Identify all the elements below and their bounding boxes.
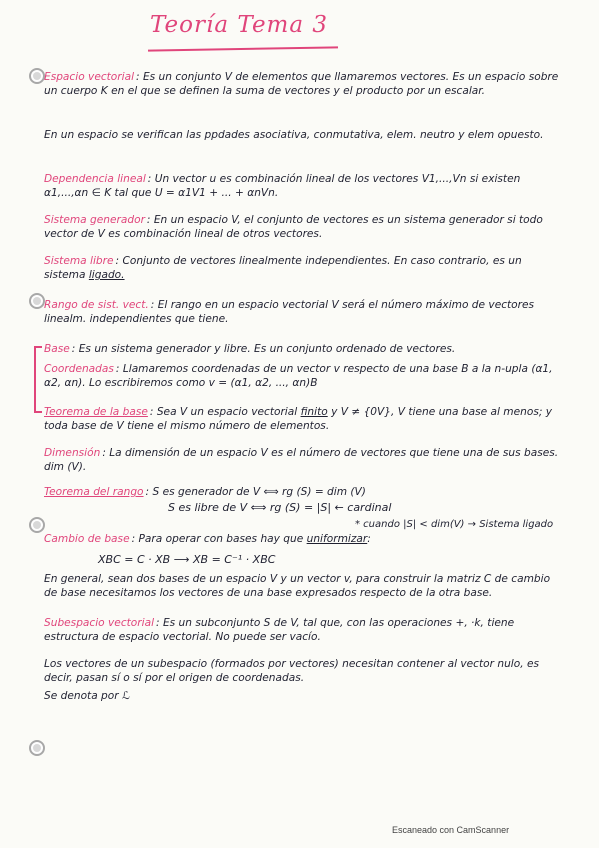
term-teorema-rango: Teorema del rango bbox=[44, 486, 144, 498]
binder-hole bbox=[29, 293, 45, 309]
entry-base bbox=[44, 342, 562, 356]
teorema-rango-line2: S es libre de V ⟺ rg (S) = |S| ← cardinal bbox=[168, 501, 392, 514]
term-coordenadas: Coordenadas bbox=[44, 363, 114, 375]
entry-teorema-base bbox=[44, 405, 562, 433]
teorema-rango-line1: : S es generador de V ⟺ rg (S) = dim (V) bbox=[145, 486, 366, 498]
term-rango: Rango de sist. vect. bbox=[44, 299, 149, 311]
binder-hole bbox=[29, 517, 45, 533]
scanner-watermark: Escaneado con CamScanner bbox=[392, 825, 510, 835]
entry-subespacio-vectores bbox=[44, 657, 562, 685]
binder-hole bbox=[29, 68, 45, 84]
binder-hole bbox=[29, 740, 45, 756]
definition-cambio-base-b: : bbox=[367, 533, 371, 545]
definition-cambio-base-a: : Para operar con bases hay que bbox=[131, 533, 307, 545]
text-subespacio-vectores: Los vectores de un subespacio (formados por vectores) necesitan contener al vector nulo, es decir, pasan sí o sí por el origen de coordenadas. bbox=[44, 658, 539, 684]
entry-cambio-base bbox=[44, 532, 384, 546]
title-underline bbox=[148, 46, 338, 51]
term-sistema-generador: Sistema generador bbox=[44, 214, 145, 226]
entry-teorema-rango bbox=[44, 485, 562, 499]
term-base: Base bbox=[44, 343, 70, 355]
entry-subespacio-denota bbox=[44, 689, 562, 703]
bracket-arrow bbox=[34, 411, 42, 413]
entry-dependencia-lineal bbox=[44, 172, 562, 200]
definition-sistema-generador: : En un espacio V, el conjunto de vectores es un sistema generador si todo vector de V es combinación lineal de otros vectores. bbox=[44, 214, 543, 240]
entry-coordenadas bbox=[44, 362, 562, 390]
entry-espacio-propiedades bbox=[44, 128, 562, 142]
term-espacio-vectorial: Espacio vectorial bbox=[44, 71, 135, 83]
term-subespacio: Subespacio vectorial bbox=[44, 617, 155, 629]
entry-espacio-vectorial bbox=[44, 70, 562, 98]
definition-teorema-base-a: : Sea V un espacio vectorial bbox=[149, 406, 301, 418]
text-subespacio-denota: Se denota por ℒ bbox=[44, 690, 130, 702]
definition-espacio-vectorial: : Es un conjunto V de elementos que llamaremos vectores. Es un espacio sobre un cuerpo K en el que se definen la suma de vectores y el producto por un escalar. bbox=[44, 71, 559, 97]
term-dimension: Dimensión bbox=[44, 447, 101, 459]
entry-subespacio bbox=[44, 616, 562, 644]
definition-dimension: : La dimensión de un espacio V es el número de vectores que tiene una de sus bases. dim (V). bbox=[44, 447, 559, 473]
definition-dependencia-lineal: : Un vector u es combinación lineal de los vectores V1,...,Vn si existen α1,...,αn ∈ K tal que U = α1V1 + ... + αnVn. bbox=[44, 173, 521, 199]
definition-subespacio: : Es un subconjunto S de V, tal que, con las operaciones +, ·k, tiene estructura de espacio vectorial. No puede ser vacío. bbox=[44, 617, 515, 643]
word-uniformizar: uniformizar bbox=[306, 533, 368, 545]
definition-teorema-base-b: y V ≠ {0V}, V tiene una base al menos; y toda base de V tiene el mismo número de elementos. bbox=[44, 406, 553, 432]
definition-coordenadas: : Llamaremos coordenadas de un vector v respecto de una base B a la n-upla (α1, α2, αn). Lo escribiremos como v = (α1, α2, ..., αn)B bbox=[44, 363, 553, 389]
entry-sistema-libre bbox=[44, 254, 562, 282]
text-propiedades: En un espacio se verifican las ppdades asociativa, conmutativa, elem. neutro y elem opuesto. bbox=[44, 129, 544, 141]
text-cambio-explicacion: En general, sean dos bases de un espacio V y un vector v, para construir la matriz C de cambio de base necesitamos los vectores de una base expresados respecto de la otra base. bbox=[44, 573, 551, 599]
bracket-line bbox=[34, 346, 36, 412]
word-ligado: ligado. bbox=[88, 269, 125, 281]
bracket-tick bbox=[34, 346, 42, 348]
entry-cambio-explicacion bbox=[44, 572, 562, 600]
term-sistema-libre: Sistema libre bbox=[44, 255, 114, 267]
teorema-rango-note: * cuando |S| < dim(V) → Sistema ligado bbox=[355, 519, 554, 530]
entry-dimension bbox=[44, 446, 562, 474]
cambio-base-formula: XBC = C · XB ⟶ XB = C⁻¹ · XBC bbox=[98, 553, 276, 566]
term-dependencia-lineal: Dependencia lineal bbox=[44, 173, 146, 185]
entry-rango bbox=[44, 298, 562, 326]
page-title: Teoría Tema 3 bbox=[150, 12, 329, 38]
term-cambio-base: Cambio de base bbox=[44, 533, 130, 545]
word-finito: finito bbox=[300, 406, 328, 418]
definition-sistema-libre: : Conjunto de vectores linealmente independientes. En caso contrario, es un sistema bbox=[44, 255, 522, 281]
entry-sistema-generador bbox=[44, 213, 562, 241]
definition-base: : Es un sistema generador y libre. Es un conjunto ordenado de vectores. bbox=[71, 343, 456, 355]
definition-rango: : El rango en un espacio vectorial V será el número máximo de vectores linealm. independientes que tiene. bbox=[44, 299, 535, 325]
term-teorema-base: Teorema de la base bbox=[44, 406, 148, 418]
